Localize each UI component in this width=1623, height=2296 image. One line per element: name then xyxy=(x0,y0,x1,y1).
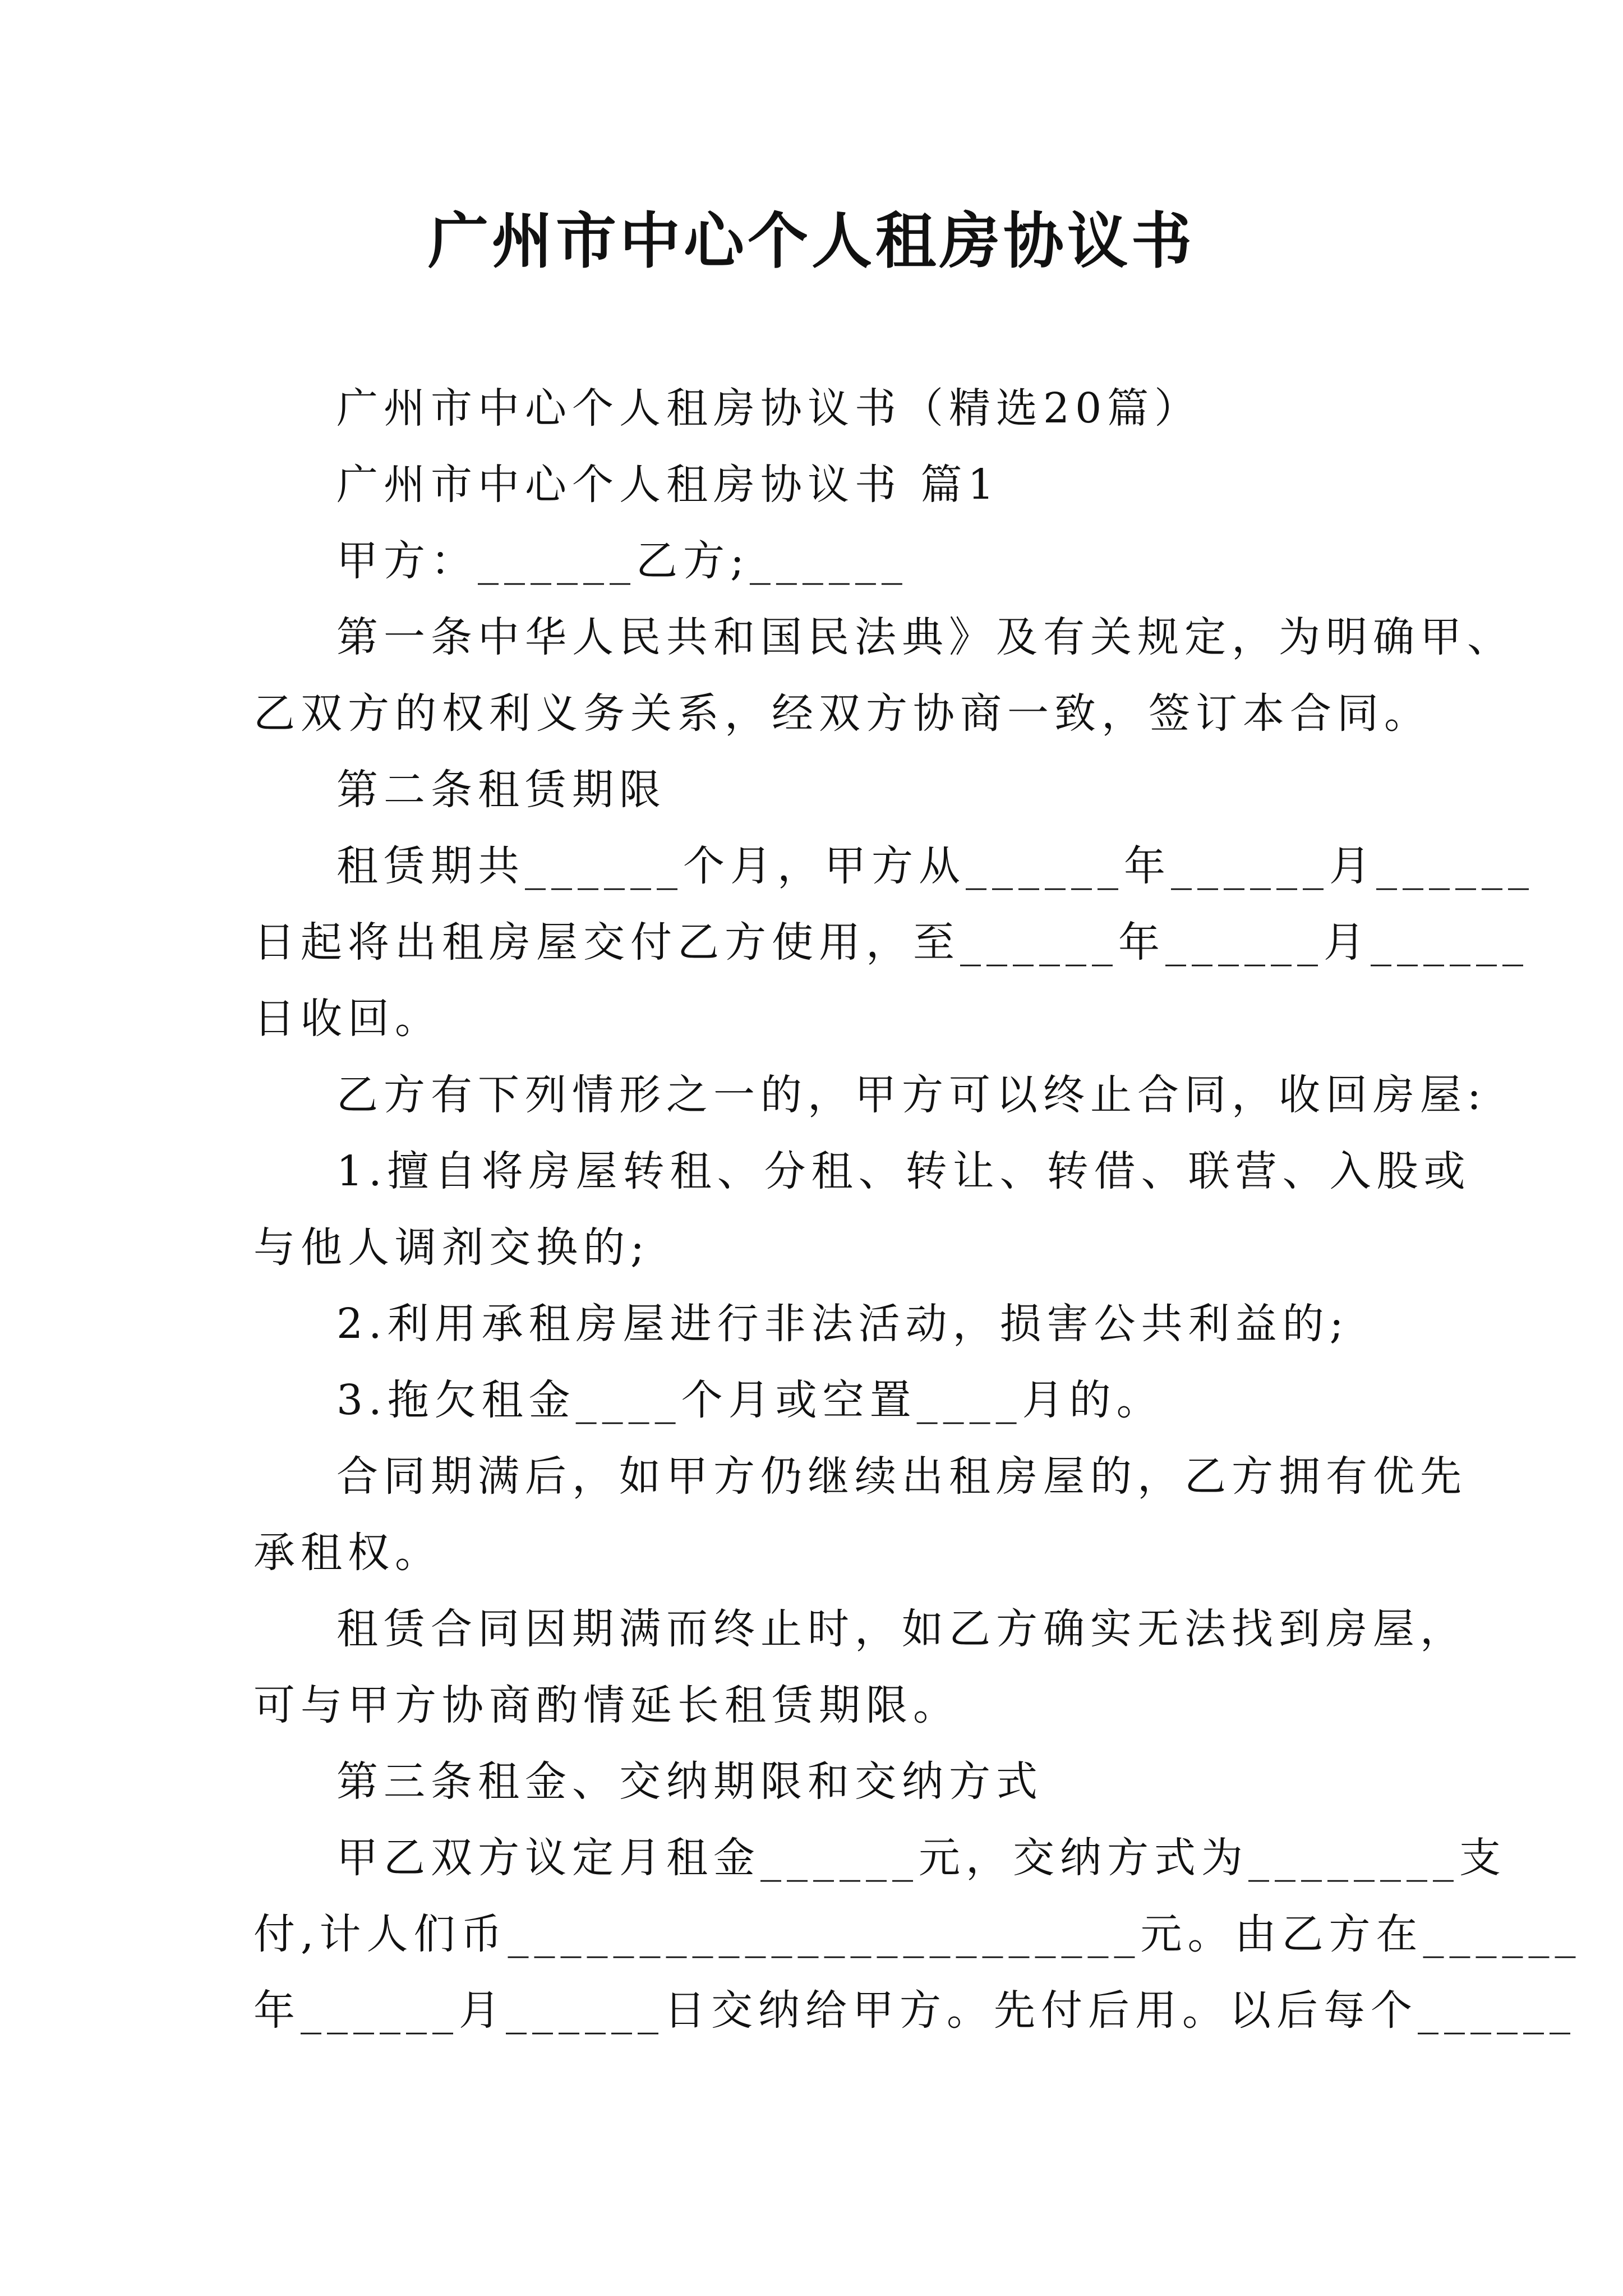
paragraph-parties: 甲方：______乙方;______ xyxy=(336,537,908,585)
paragraph-item-3: 3.拖欠租金____个月或空置____月的。 xyxy=(336,1376,1164,1424)
paragraph-item-1: 1.擅自将房屋转租、分租、转让、转借、联营、入股或 xyxy=(336,1147,1471,1195)
paragraph-article-3-heading: 第三条租金、交纳期限和交纳方式 xyxy=(336,1757,1043,1806)
document-body xyxy=(253,370,1581,2049)
paragraph-lease-term-end: 日收回。 xyxy=(253,995,442,1043)
paragraph-lease-term-cont: 日起将出租房屋交付乙方使用，至______年______月______ xyxy=(253,918,1529,967)
paragraph-rent: 甲乙双方议定月租金______元，交纳方式为________支 xyxy=(336,1834,1506,1882)
paragraph-renewal-cont: 承租权。 xyxy=(253,1529,442,1577)
paragraph-article-1: 第一条中华人民共和国民法典》及有关规定，为明确甲、 xyxy=(336,613,1514,661)
paragraph-subtitle: 广州市中心个人租房协议书（精选20篇） xyxy=(336,384,1202,432)
paragraph-renewal: 合同期满后，如甲方仍继续出租房屋的，乙方拥有优先 xyxy=(336,1452,1467,1501)
paragraph-section-heading: 广州市中心个人租房协议书 篇1 xyxy=(336,461,1000,509)
paragraph-extension: 租赁合同因期满而终止时，如乙方确实无法找到房屋， xyxy=(336,1605,1467,1653)
paragraph-item-2: 2.利用承租房屋进行非法活动，损害公共利益的; xyxy=(336,1300,1349,1348)
paragraph-lease-term: 租赁期共______个月，甲方从______年______月______ xyxy=(336,842,1534,890)
paragraph-rent-cont: 付,计人们币________________________元。由乙方在______ xyxy=(253,1910,1581,1958)
paragraph-article-2-heading: 第二条租赁期限 xyxy=(336,766,666,814)
paragraph-item-1-cont: 与他人调剂交换的; xyxy=(253,1223,650,1272)
document-title: 广州市中心个人租房协议书 xyxy=(427,206,1195,277)
paragraph-extension-cont: 可与甲方协商酌情延长租赁期限。 xyxy=(253,1681,960,1729)
paragraph-rent-end: 年______月______日交纳给甲方。先付后用。以后每个______ xyxy=(253,1986,1576,2035)
paragraph-article-1-cont: 乙双方的权利义务关系，经双方协商一致，签订本合同。 xyxy=(253,689,1431,738)
paragraph-termination: 乙方有下列情形之一的，甲方可以终止合同，收回房屋: xyxy=(336,1071,1487,1119)
